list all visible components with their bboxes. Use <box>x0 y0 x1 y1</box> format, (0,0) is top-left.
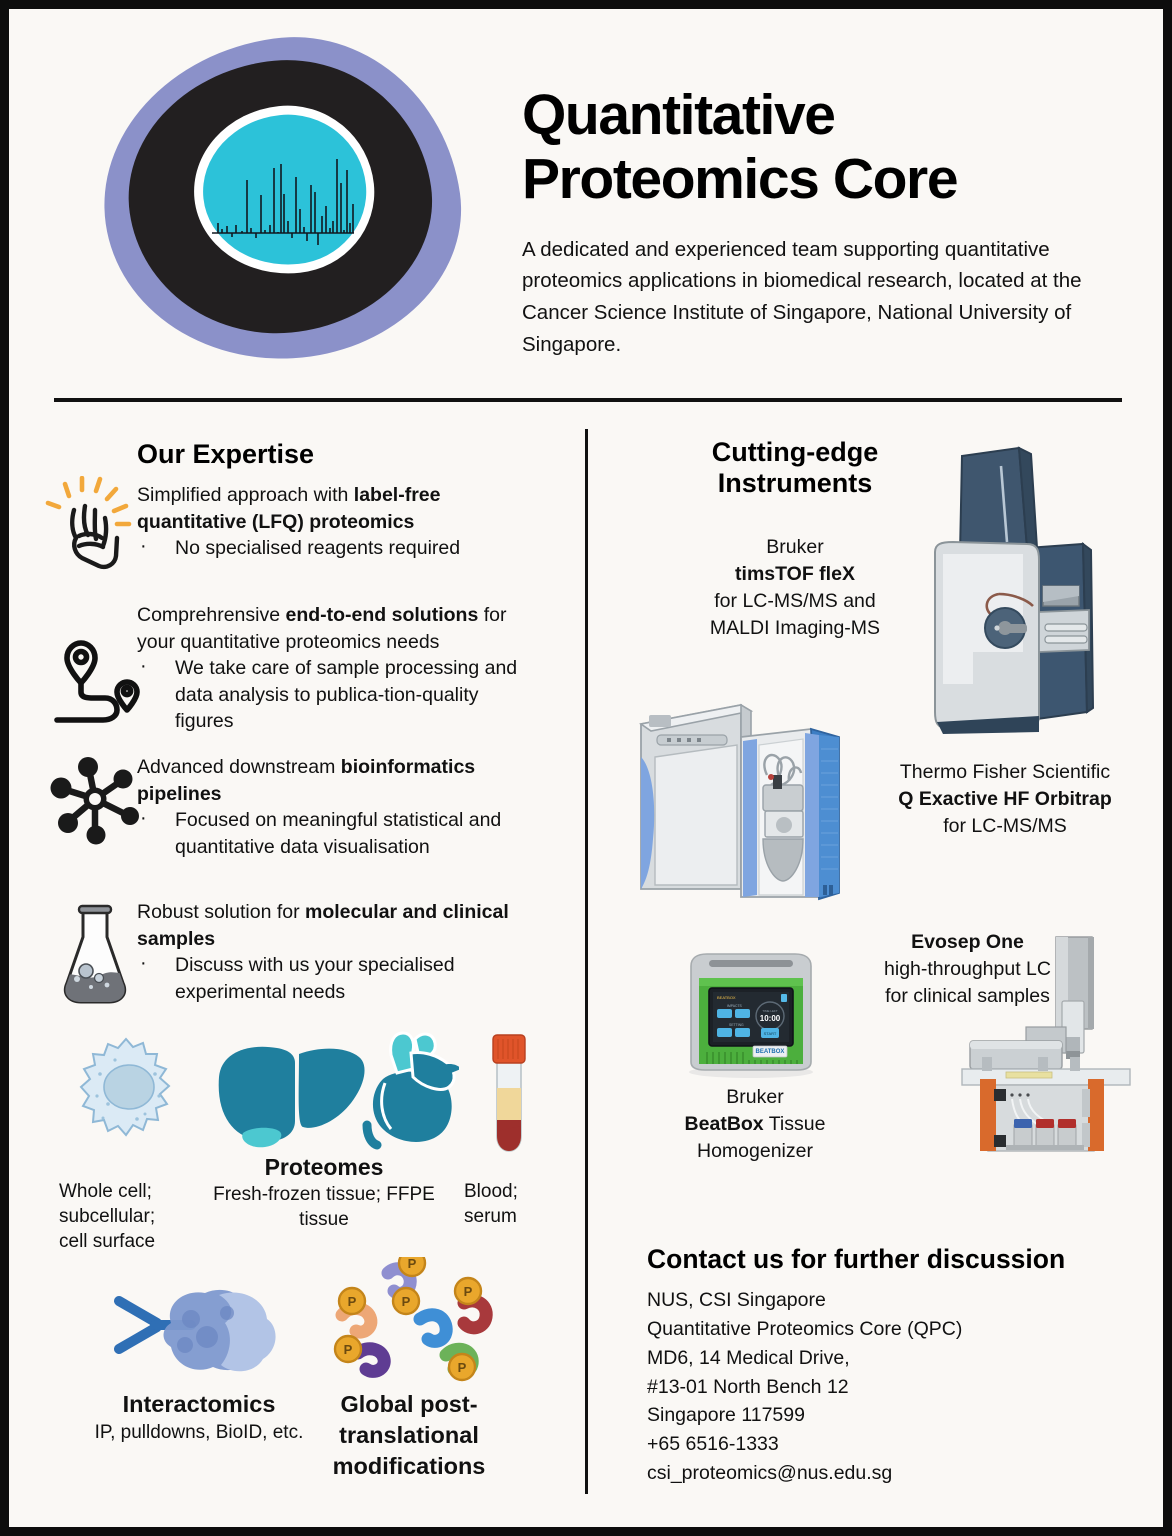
svg-text:10:00: 10:00 <box>759 1014 781 1023</box>
expertise-clinical-bullets <box>137 952 529 1005</box>
svg-text:P: P <box>407 1257 417 1271</box>
poster-header <box>9 9 1163 389</box>
contact-line: Singapore 117599 <box>647 1404 805 1427</box>
expertise-bioinfo-bold: bioinformatics pipelines <box>137 756 476 805</box>
svg-text:BEATBOX: BEATBOX <box>755 1049 785 1055</box>
liver-shape <box>219 1047 365 1148</box>
beatbox-homogenizer-instrument <box>677 942 825 1082</box>
expertise-e2e-bold: end-to-end solutions <box>285 604 479 626</box>
interactomics-heading: Interactomics <box>122 1391 276 1417</box>
list-item: · No specialised reagents required <box>137 535 529 562</box>
expertise-lfq-bullets <box>137 535 529 562</box>
svg-text:P: P <box>343 1342 353 1357</box>
title-block <box>522 84 1122 361</box>
phospho-group <box>335 1257 481 1380</box>
interactomics-caption: IP, pulldowns, BioID, etc. <box>94 1422 304 1444</box>
list-item: · Focused on meaningful statistical and quantitative data visualisation <box>137 807 529 860</box>
antibody-protein-complex-icon <box>109 1279 289 1384</box>
orbitrap-desc1: for LC-MS/MS <box>943 814 1067 837</box>
instrument-caption-timstof <box>695 534 895 642</box>
sample-caption-tissue <box>199 1152 449 1233</box>
expertise-e2e-lead: Comprehrensive <box>137 604 286 626</box>
expertise-heading: Our Expertise <box>137 439 315 469</box>
sample-caption-cell: Whole cell; subcellular; cell surface <box>59 1181 156 1253</box>
route-pins-icon <box>45 628 145 728</box>
proteomes-heading: Proteomes <box>264 1154 384 1180</box>
evosep-desc1: high-throughput LC <box>884 957 1051 980</box>
q-exactive-hf-orbitrap-instrument <box>633 689 883 904</box>
phosphorylated-proteins-icon <box>314 1257 504 1385</box>
expertise-clinical-lead: Robust solution for <box>137 901 306 923</box>
expertise-e2e-tail: for your quantitative proteomics needs <box>137 604 507 653</box>
mass-spectrum-icon <box>208 149 358 254</box>
orbitrap-model: Q Exactive HF Orbitrap <box>898 787 1112 810</box>
expertise-bioinfo-bullets <box>137 807 529 860</box>
contact-line: NUS, CSI Singapore <box>647 1289 826 1311</box>
svg-text:P: P <box>347 1294 357 1309</box>
poster-canvas <box>9 9 1163 1527</box>
page-title-line1: Quantitative <box>522 83 835 147</box>
sample-caption-blood: Blood; serum <box>464 1181 518 1228</box>
left-column <box>9 424 585 1524</box>
blood-collection-tube-icon <box>487 1032 531 1154</box>
timstof-vendor: Bruker <box>766 536 824 558</box>
contact-details <box>647 1286 1117 1488</box>
svg-text:IMPACTS: IMPACTS <box>727 1004 742 1008</box>
instrument-caption-orbitrap <box>875 759 1135 840</box>
beatbox-vendor: Bruker <box>726 1086 784 1108</box>
svg-text:P: P <box>463 1284 473 1299</box>
timstof-desc1: for LC-MS/MS and <box>714 589 876 612</box>
contact-email[interactable]: csi_proteomics@nus.edu.sg <box>647 1462 893 1485</box>
timstof-desc2: MALDI Imaging-MS <box>709 616 881 639</box>
flask-icon <box>53 899 137 1009</box>
instruments-heading: Cutting-edge Instruments <box>711 437 879 498</box>
timstof-model: timsTOF fleX <box>735 562 855 585</box>
contact-phone[interactable]: +65 6516-1333 <box>647 1433 779 1456</box>
timstof-flex-instrument <box>915 444 1130 734</box>
white-blood-cell-icon <box>67 1034 185 1152</box>
evosep-model: Evosep One <box>911 931 1024 953</box>
expertise-item-clinical-text <box>137 899 529 1005</box>
expertise-item-lfq-text <box>137 482 529 562</box>
quantitative-proteomics-core-logo <box>104 39 459 364</box>
expertise-bioinfo-lead: Advanced downstream <box>137 756 341 778</box>
header-divider <box>54 398 1122 402</box>
expertise-e2e-bullets <box>137 655 529 735</box>
snapping-fingers-icon <box>45 476 145 576</box>
ptm-heading: Global post-translational modifications <box>332 1391 486 1480</box>
contact-line: Quantitative Proteomics Core (QPC) <box>647 1317 963 1340</box>
evosep-desc2: for clinical samples <box>885 984 1050 1007</box>
page-title-line2: Proteomics Core <box>522 146 958 211</box>
svg-text:TIME LEFT: TIME LEFT <box>762 1009 778 1013</box>
page-title <box>522 84 1122 212</box>
svg-text:SETTING: SETTING <box>729 1023 744 1027</box>
expertise-item-bioinformatics-text <box>137 754 529 860</box>
proteomes-caption: Fresh-frozen tissue; FFPE tissue <box>213 1184 435 1231</box>
svg-text:P: P <box>401 1294 411 1309</box>
contact-line: MD6, 14 Medical Drive, <box>647 1346 850 1369</box>
beatbox-desc2: Homogenizer <box>697 1139 813 1162</box>
expertise-lfq-bold: label-free quantitative (LFQ) proteomics <box>137 484 441 533</box>
contact-line: #13-01 North Bench 12 <box>647 1375 849 1398</box>
liver-and-heart-icon <box>199 1029 459 1159</box>
svg-text:BEATBOX: BEATBOX <box>717 995 736 1000</box>
heart-shape <box>367 1033 459 1145</box>
orbitrap-vendor: Thermo Fisher Scientific <box>899 761 1111 783</box>
network-hub-icon <box>45 749 145 849</box>
list-item: · We take care of sample processing and data analysis to publica-tion-quality figures <box>137 655 529 735</box>
expertise-lfq-lead: Simplified approach with <box>137 484 354 506</box>
expertise-clinical-bold: molecular and clinical samples <box>137 901 509 950</box>
beatbox-model: BeatBox <box>684 1112 764 1135</box>
instrument-caption-evosep <box>855 929 1080 1010</box>
expertise-item-end-to-end-text <box>137 602 529 735</box>
instrument-caption-beatbox <box>645 1084 865 1165</box>
contact-heading: Contact us for further discussion <box>647 1244 1066 1274</box>
list-item: · Discuss with us your specialised experimental needs <box>137 952 529 1005</box>
right-column <box>585 424 1163 1524</box>
beatbox-desc1: Tissue <box>768 1112 826 1135</box>
svg-text:P: P <box>457 1360 467 1375</box>
service-caption-interactomics <box>94 1389 304 1445</box>
page-subtitle: A dedicated and experienced team supporting quantitative proteomics applications in biomedical research, located at the Cancer Science Institute of Singapore, National University of Singapore. <box>522 237 1082 356</box>
service-caption-ptm <box>314 1389 504 1482</box>
svg-text:START: START <box>763 1031 777 1036</box>
